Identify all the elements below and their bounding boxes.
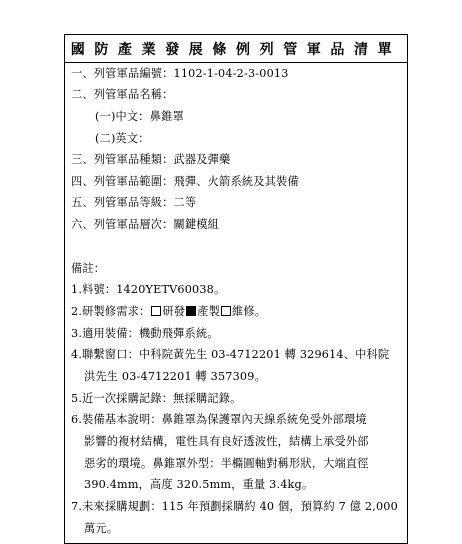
note-future-plan-line2: 萬元。 [84,522,119,535]
note-description-line4: 390.4mm，高度 320.5mm，重量 3.4kg。 [84,478,314,491]
field-item-scope: 四、列管軍品範圍：飛彈、火箭系統及其裝備 [71,175,299,188]
title-divider [65,62,407,63]
field-item-level: 六、列管軍品層次：關鍵模組 [71,218,220,231]
item-table [64,34,408,544]
checkbox-production [186,306,196,316]
field-name-chinese: (一)中文：鼻錐罩 [95,110,184,123]
note-description-line3: 惡劣的環境。鼻錐罩外型：半橢圓軸對稱形狀，大端直徑 [84,457,369,470]
table-title: 國防產業發展條例列管軍品清單 [70,41,402,58]
note-description-line1: 6.裝備基本說明：鼻錐罩為保護罩內天線系統免受外部環境 [71,413,367,426]
note-requirements: 2.研製修需求： 研發 產製 維修。 [71,305,267,318]
checkbox-maintenance [221,306,231,316]
note-future-plan-line1: 7.未來採購規劃：115 年預劃採購約 40 個，預算約 7 億 2,000 [71,500,398,513]
note-contact-line2: 洪先生 03-4712201 轉 357309。 [84,370,266,383]
field-item-number: 一、列管軍品編號：1102-1-04-2-3-0013 [71,67,289,80]
note-contact-line1: 4.聯繫窗口：中科院黃先生 03-4712201 轉 329614、中科院 [71,348,390,361]
checkbox-rd [151,306,161,316]
field-item-name: 二、列管軍品名稱： [71,88,174,101]
field-name-english: (二)英文： [95,132,150,145]
note-part-number: 1.料號：1420YETV60038。 [71,283,226,296]
field-item-grade: 五、列管軍品等級：二等 [71,196,197,209]
note-description-line2: 影響的複材結構，電性具有良好透波性，結構上承受外部 [84,435,369,448]
notes-heading: 備註： [71,262,106,275]
note-applicable-equipment: 3.適用裝備：機動飛彈系統。 [71,327,219,340]
note-purchase-record: 5.近一次採購記錄：無採購記錄。 [71,392,242,405]
field-item-category: 三、列管軍品種類：武器及彈藥 [71,153,231,166]
